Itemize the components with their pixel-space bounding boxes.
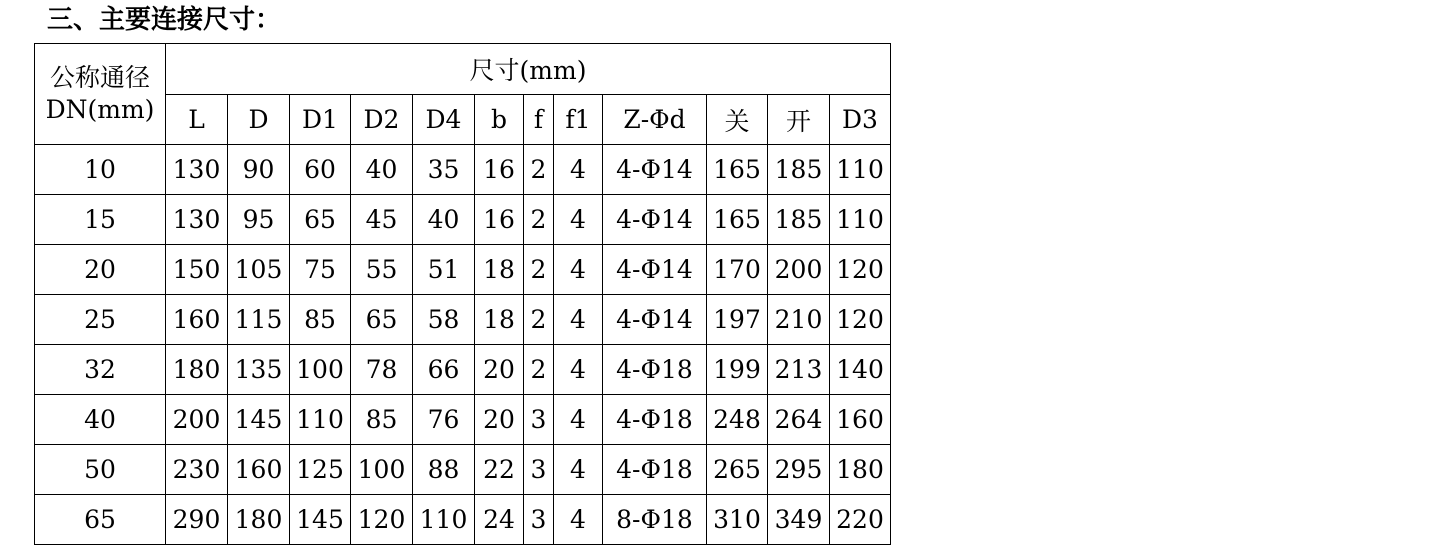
table-cell: 145: [290, 495, 351, 545]
table-cell: 125: [290, 445, 351, 495]
table-cell: 180: [228, 495, 290, 545]
column-header: D3: [830, 95, 891, 145]
table-cell: 165: [707, 145, 768, 195]
table-cell: 8-Φ18: [603, 495, 707, 545]
table-cell: 40: [413, 195, 475, 245]
table-cell: 120: [351, 495, 413, 545]
nominal-diameter-label: 公称通径: [49, 63, 150, 92]
table-row: [35, 195, 891, 245]
table-cell: 2: [524, 245, 554, 295]
table-cell: 40: [351, 145, 413, 195]
table-cell: 100: [351, 445, 413, 495]
table-cell: 165: [707, 195, 768, 245]
table-row: [35, 295, 891, 345]
table-cell: 18: [475, 295, 524, 345]
table-cell: 110: [413, 495, 475, 545]
table-cell: 290: [166, 495, 228, 545]
table-cell: 3: [524, 445, 554, 495]
column-header: 关: [707, 95, 768, 145]
table-row: [35, 245, 891, 295]
column-header: D: [228, 95, 290, 145]
table-cell: 55: [351, 245, 413, 295]
table-cell: 4: [554, 395, 603, 445]
table-cell: 295: [768, 445, 830, 495]
table-row: [35, 345, 891, 395]
table-cell: 22: [475, 445, 524, 495]
table-cell: 110: [830, 195, 891, 245]
table-cell: 265: [707, 445, 768, 495]
section-heading: 三、主要连接尺寸：: [47, 5, 282, 35]
table-cell: 115: [228, 295, 290, 345]
column-header: Z-Φd: [603, 95, 707, 145]
table-cell: 75: [290, 245, 351, 295]
table-cell: 100: [290, 345, 351, 395]
table-cell: 58: [413, 295, 475, 345]
table-cell: 4-Φ14: [603, 145, 707, 195]
table-cell: 35: [413, 145, 475, 195]
nominal-diameter-header: [35, 44, 166, 145]
table-cell: 220: [830, 495, 891, 545]
table-cell: 160: [830, 395, 891, 445]
table-cell: 4: [554, 345, 603, 395]
table-cell: 16: [475, 145, 524, 195]
table-row: [35, 495, 891, 545]
table-cell: 170: [707, 245, 768, 295]
table-cell: 24: [475, 495, 524, 545]
table-cell: 110: [830, 145, 891, 195]
table-cell: 18: [475, 245, 524, 295]
table-cell: 2: [524, 295, 554, 345]
table-cell: 3: [524, 495, 554, 545]
nominal-diameter-cell: 25: [35, 295, 166, 345]
table-cell: 199: [707, 345, 768, 395]
header-row-group: [35, 44, 891, 95]
table-cell: 135: [228, 345, 290, 395]
table-cell: 180: [830, 445, 891, 495]
table-cell: 90: [228, 145, 290, 195]
table-cell: 88: [413, 445, 475, 495]
table-cell: 20: [475, 345, 524, 395]
table-cell: 200: [166, 395, 228, 445]
table-cell: 310: [707, 495, 768, 545]
table-cell: 185: [768, 195, 830, 245]
table-cell: 4-Φ18: [603, 345, 707, 395]
column-header: L: [166, 95, 228, 145]
table-cell: 140: [830, 345, 891, 395]
table-cell: 160: [166, 295, 228, 345]
table-cell: 105: [228, 245, 290, 295]
table-cell: 51: [413, 245, 475, 295]
table-cell: 264: [768, 395, 830, 445]
table-cell: 210: [768, 295, 830, 345]
table-cell: 150: [166, 245, 228, 295]
table-cell: 4: [554, 445, 603, 495]
table-cell: 66: [413, 345, 475, 395]
table-cell: 95: [228, 195, 290, 245]
table-cell: 110: [290, 395, 351, 445]
table-cell: 4: [554, 195, 603, 245]
table-cell: 2: [524, 145, 554, 195]
table-cell: 76: [413, 395, 475, 445]
table-cell: 185: [768, 145, 830, 195]
table-cell: 4-Φ14: [603, 295, 707, 345]
nominal-diameter-unit: DN(mm): [45, 95, 155, 124]
table-cell: 4: [554, 295, 603, 345]
table-cell: 4-Φ14: [603, 245, 707, 295]
nominal-diameter-cell: 40: [35, 395, 166, 445]
table-cell: 20: [475, 395, 524, 445]
table-cell: 65: [351, 295, 413, 345]
table-cell: 3: [524, 395, 554, 445]
table-row: [35, 395, 891, 445]
size-header: 尺寸(mm): [166, 44, 891, 95]
table-cell: 180: [166, 345, 228, 395]
table-cell: 248: [707, 395, 768, 445]
table-cell: 197: [707, 295, 768, 345]
table-cell: 4-Φ18: [603, 395, 707, 445]
table-cell: 213: [768, 345, 830, 395]
table-row: [35, 145, 891, 195]
table-cell: 4: [554, 245, 603, 295]
table-cell: 78: [351, 345, 413, 395]
table-cell: 45: [351, 195, 413, 245]
table-cell: 4: [554, 145, 603, 195]
dimension-table: [34, 43, 891, 545]
table-cell: 85: [290, 295, 351, 345]
table-cell: 60: [290, 145, 351, 195]
nominal-diameter-cell: 65: [35, 495, 166, 545]
column-header: b: [475, 95, 524, 145]
table-cell: 2: [524, 345, 554, 395]
nominal-diameter-cell: 32: [35, 345, 166, 395]
nominal-diameter-cell: 15: [35, 195, 166, 245]
column-header: 开: [768, 95, 830, 145]
table-cell: 120: [830, 245, 891, 295]
table-cell: 130: [166, 195, 228, 245]
table-row: [35, 445, 891, 495]
table-cell: 130: [166, 145, 228, 195]
nominal-diameter-cell: 50: [35, 445, 166, 495]
table-cell: 230: [166, 445, 228, 495]
table-cell: 4-Φ14: [603, 195, 707, 245]
column-header: D1: [290, 95, 351, 145]
table-cell: 4-Φ18: [603, 445, 707, 495]
nominal-diameter-cell: 10: [35, 145, 166, 195]
table-cell: 145: [228, 395, 290, 445]
table-body: [35, 44, 891, 545]
table-cell: 349: [768, 495, 830, 545]
column-header: D2: [351, 95, 413, 145]
table-cell: 200: [768, 245, 830, 295]
column-header: f1: [554, 95, 603, 145]
column-header: f: [524, 95, 554, 145]
table-cell: 85: [351, 395, 413, 445]
table-cell: 4: [554, 495, 603, 545]
table-cell: 65: [290, 195, 351, 245]
table-cell: 160: [228, 445, 290, 495]
nominal-diameter-cell: 20: [35, 245, 166, 295]
table-cell: 2: [524, 195, 554, 245]
column-header: D4: [413, 95, 475, 145]
table-cell: 16: [475, 195, 524, 245]
table-cell: 120: [830, 295, 891, 345]
